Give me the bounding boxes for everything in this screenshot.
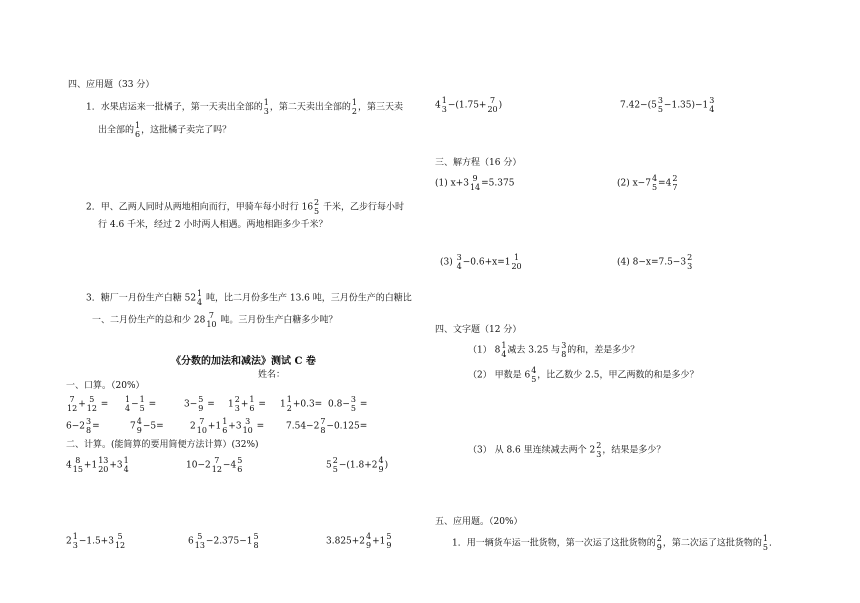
fraction-numerator: 3 xyxy=(456,253,462,262)
fraction-denominator: 9 xyxy=(198,404,204,413)
fraction-numerator: 1 xyxy=(125,395,131,404)
fraction xyxy=(501,341,506,359)
fraction-denominator: 10 xyxy=(206,320,217,329)
fraction-numerator: 8 xyxy=(75,456,81,465)
fraction-numerator: 5 xyxy=(89,395,95,404)
fraction-numerator: 4 xyxy=(651,174,658,183)
fraction-numerator: 2 xyxy=(332,456,338,465)
fraction-numerator: 5 xyxy=(237,456,243,465)
fraction-numerator: 5 xyxy=(197,532,203,541)
fraction-denominator: 20 xyxy=(98,465,109,474)
oral-item: 7.54−2 7 8 −0.125= xyxy=(286,417,368,435)
fraction-denominator: 3 xyxy=(234,404,240,413)
fraction-denominator: 5 xyxy=(531,375,537,384)
fraction xyxy=(243,417,253,435)
oral-item: 1 2 3 + 1 6 = xyxy=(228,395,266,413)
problem-1-line-1: 1．水果店运来一批橘子，第一天卖出全部的 1 3 ，第二天卖出全部的 1 2 ，第三天卖 xyxy=(86,98,403,116)
fraction-denominator: 2 xyxy=(351,107,357,116)
fraction-denominator: 4 xyxy=(125,404,131,413)
fraction xyxy=(264,98,269,116)
fraction-denominator: 8 xyxy=(253,541,259,550)
fraction xyxy=(378,456,383,474)
fraction-numerator: 3 xyxy=(245,417,251,426)
problem-3-line-2: 一、二月份生产的总和少 28 7 10 吨。三月份生产白糖多少吨？ xyxy=(92,311,338,329)
fraction xyxy=(237,456,242,474)
fraction xyxy=(652,174,657,192)
fraction xyxy=(212,456,222,474)
fraction-numerator: 7 xyxy=(69,395,75,404)
fraction-denominator: 15 xyxy=(72,465,83,474)
fraction-numerator: 1 xyxy=(139,395,145,404)
fraction-denominator: 4 xyxy=(123,465,129,474)
problem-1-line-2: 出全部的 1 6 ，这批橘子卖完了吗？ xyxy=(98,121,232,139)
fraction-denominator: 13 xyxy=(194,541,205,550)
fraction-denominator: 5 xyxy=(139,404,145,413)
fraction-denominator: 6 xyxy=(237,465,243,474)
application-problem-1: 1．用一辆货车运一批货物，第一次运了这批货物的 2 9 ，第二次运了这批货物的 1 5 ． xyxy=(452,534,778,552)
calc-item: 5 2 5 −(1.8+2 4 9 ) xyxy=(326,456,389,474)
fraction-denominator: 5 xyxy=(350,404,356,413)
name-label: 姓名： xyxy=(258,370,286,380)
fraction xyxy=(687,253,692,271)
fraction xyxy=(67,395,77,413)
fraction xyxy=(596,441,601,459)
equation-item: (4) 8−x=7.5−3 2 3 xyxy=(617,253,693,271)
problem-3-line-1: 3．糖厂一月份生产白糖 52 1 4 吨，比二月份多生产 13.6 吨，三月份生产的白糖比 xyxy=(86,289,412,307)
fraction-numerator: 2 xyxy=(672,174,678,183)
fraction-numerator: 2 xyxy=(234,395,240,404)
fraction-numerator: 1 xyxy=(263,98,269,107)
fraction-numerator: 1 xyxy=(249,395,255,404)
fraction xyxy=(287,395,292,413)
problem-2-line-1: 2．甲、乙两人同时从两地相向而行，甲骑车每小时行 16 2 5 千米，乙步行每小时 xyxy=(86,198,405,216)
fraction-numerator: 3 xyxy=(657,96,663,105)
fraction xyxy=(197,417,207,435)
fraction xyxy=(672,174,677,192)
fraction xyxy=(73,532,78,550)
fraction-numerator: 5 xyxy=(117,532,123,541)
fraction xyxy=(531,366,536,384)
fraction-denominator: 9 xyxy=(136,426,142,435)
fraction-denominator: 5 xyxy=(762,543,768,552)
calc-item: 4 1 3 −(1.75+ 7 20 ) xyxy=(435,96,503,114)
fraction-denominator: 9 xyxy=(656,543,662,552)
fraction xyxy=(87,395,97,413)
fraction xyxy=(314,198,319,216)
fraction xyxy=(351,395,356,413)
fraction xyxy=(73,456,83,474)
calc-item: 7.42−(5 3 5 −1.35)−1 3 4 xyxy=(620,96,715,114)
fraction xyxy=(249,395,254,413)
section4-title: 四、应用题（33 分） xyxy=(68,80,155,90)
fraction xyxy=(125,395,130,413)
fraction-numerator: 7 xyxy=(208,311,214,320)
test-title: 《分数的加法和减法》测试 C 卷 xyxy=(171,356,316,367)
fraction-denominator: 3 xyxy=(263,107,269,116)
oral-item: 1 1 2 +0.3= xyxy=(280,395,323,413)
fraction-denominator: 20 xyxy=(487,105,498,114)
fraction xyxy=(124,456,129,474)
fraction xyxy=(320,417,325,435)
fraction-denominator: 12 xyxy=(114,541,126,550)
oral-item: 2 7 10 +1 1 6 +3 3 10 = xyxy=(190,417,265,435)
fraction xyxy=(366,532,371,550)
fraction-numerator: 3 xyxy=(561,341,567,350)
oral-item: 1 4 − 1 5 = xyxy=(125,395,157,413)
fraction-numerator: 1 xyxy=(123,456,129,465)
equation-section-title: 三、解方程（16 分） xyxy=(435,158,522,168)
fraction-denominator: 10 xyxy=(242,426,253,435)
fraction-denominator: 12 xyxy=(67,404,78,413)
fraction-numerator: 1 xyxy=(762,534,768,543)
fraction xyxy=(386,532,391,550)
fraction xyxy=(511,253,521,271)
fraction xyxy=(206,311,216,329)
fraction-numerator: 9 xyxy=(472,174,478,183)
fraction xyxy=(470,174,480,192)
fraction xyxy=(254,532,259,550)
fraction xyxy=(135,121,140,139)
fraction-denominator: 4 xyxy=(501,350,507,359)
fraction-numerator: 4 xyxy=(136,417,142,426)
fraction-denominator: 5 xyxy=(651,183,658,192)
fraction-denominator: 10 xyxy=(196,426,207,435)
fraction-numerator: 7 xyxy=(214,456,220,465)
fraction-numerator: 1 xyxy=(441,96,447,105)
fraction xyxy=(115,532,125,550)
fraction-numerator: 2 xyxy=(656,534,662,543)
fraction-denominator: 6 xyxy=(222,426,228,435)
fraction-numerator: 1 xyxy=(514,253,520,262)
fraction-denominator: 7 xyxy=(672,183,678,192)
fraction-denominator: 9 xyxy=(366,541,372,550)
fraction-denominator: 4 xyxy=(709,105,715,114)
equation-item: (3) 3 4 −0.6+x=1 1 20 xyxy=(440,253,522,271)
fraction xyxy=(709,96,714,114)
fraction-denominator: 5 xyxy=(657,105,663,114)
fraction-numerator: 5 xyxy=(253,532,259,541)
fraction-denominator: 3 xyxy=(687,262,693,271)
fraction xyxy=(487,96,497,114)
fraction-denominator: 8 xyxy=(86,426,92,435)
fraction-denominator: 12 xyxy=(211,465,222,474)
fraction-denominator: 12 xyxy=(86,404,97,413)
calc-item: 2 1 3 −1.5+3 5 12 xyxy=(66,532,126,550)
fraction xyxy=(235,395,240,413)
fraction-numerator: 1 xyxy=(286,395,292,404)
fraction xyxy=(561,341,566,359)
word-problem-2: （2） 甲数是 6 4 5 ，比乙数少 2.5，甲乙两数的和是多少？ xyxy=(468,366,699,384)
fraction-numerator: 1 xyxy=(72,532,78,541)
fraction-denominator: 3 xyxy=(72,541,78,550)
fraction-denominator: 2 xyxy=(286,404,292,413)
fraction-denominator: 6 xyxy=(135,130,141,139)
fraction xyxy=(457,253,462,271)
fraction-denominator: 4 xyxy=(456,262,462,271)
fraction-denominator: 9 xyxy=(386,541,392,550)
fraction xyxy=(140,395,145,413)
fraction-numerator: 13 xyxy=(98,456,109,465)
word-problem-1: （1） 8 1 4 减去 3.25 与 3 8 的和，差是多少？ xyxy=(468,341,640,359)
fraction-numerator: 5 xyxy=(386,532,392,541)
fraction xyxy=(98,456,108,474)
oral-section-title: 一、口算。（20%） xyxy=(66,381,145,391)
fraction-numerator: 7 xyxy=(199,417,205,426)
word-section-title: 四、文字题（12 分） xyxy=(435,325,522,335)
fraction-numerator: 2 xyxy=(314,198,320,207)
fraction xyxy=(195,532,205,550)
fraction-numerator: 4 xyxy=(378,456,384,465)
fraction-numerator: 4 xyxy=(531,366,537,375)
fraction-denominator: 6 xyxy=(249,404,255,413)
fraction-denominator: 3 xyxy=(596,450,602,459)
fraction xyxy=(198,395,203,413)
fraction xyxy=(197,289,202,307)
fraction-numerator: 1 xyxy=(222,417,228,426)
calc-item: 4 8 15 +1 13 20 +3 1 4 xyxy=(66,456,129,474)
fraction-numerator: 2 xyxy=(596,441,602,450)
oral-item: 0.8− 3 5 = xyxy=(328,395,368,413)
fraction xyxy=(137,417,142,435)
fraction xyxy=(352,98,357,116)
fraction xyxy=(658,96,663,114)
oral-item: 6−2 3 8 = xyxy=(66,417,100,435)
fraction xyxy=(222,417,227,435)
fraction-numerator: 1 xyxy=(351,98,357,107)
fraction-denominator: 5 xyxy=(314,207,320,216)
calc-section-title: 二、计算。(能简算的要用简便方法计算）(32%) xyxy=(66,440,259,450)
fraction-numerator: 3 xyxy=(350,395,356,404)
fraction-denominator: 14 xyxy=(469,183,481,192)
fraction-numerator: 3 xyxy=(709,96,715,105)
fraction xyxy=(86,417,91,435)
fraction-numerator: 1 xyxy=(135,121,141,130)
equation-item: (2) x−7 4 5 =4 2 7 xyxy=(617,174,678,192)
application-section-title: 五、应用题。（20%） xyxy=(435,517,523,527)
fraction-numerator: 1 xyxy=(197,289,203,298)
fraction xyxy=(657,534,662,552)
fraction-numerator: 7 xyxy=(320,417,326,426)
fraction xyxy=(333,456,338,474)
equation-item: (1) x+3 9 14 =5.375 xyxy=(435,174,515,192)
fraction-numerator: 3 xyxy=(86,417,92,426)
fraction-denominator: 9 xyxy=(378,465,384,474)
oral-item: 3− 5 9 = xyxy=(184,395,215,413)
fraction-numerator: 2 xyxy=(687,253,693,262)
fraction-numerator: 1 xyxy=(501,341,507,350)
word-problem-3: （3） 从 8.6 里连续减去两个 2 2 3 ，结果是多少？ xyxy=(468,441,666,459)
fraction-denominator: 8 xyxy=(320,426,326,435)
fraction-numerator: 5 xyxy=(198,395,204,404)
calc-item: 10−2 7 12 −4 5 6 xyxy=(186,456,243,474)
oral-item: 7 4 9 −5= xyxy=(130,417,164,435)
problem-2-line-2: 行 4.6 千米，经过 2 小时两人相遇。两地相距多少千米？ xyxy=(98,220,328,230)
fraction xyxy=(442,96,447,114)
fraction-denominator: 8 xyxy=(561,350,567,359)
fraction-denominator: 4 xyxy=(197,298,203,307)
oral-item: 7 12 + 5 12 = xyxy=(67,395,109,413)
calc-item: 6 5 13 −2.375−1 5 8 xyxy=(188,532,259,550)
fraction-numerator: 4 xyxy=(366,532,372,541)
fraction-numerator: 7 xyxy=(490,96,496,105)
calc-item: 3.825+2 4 9 +1 5 9 xyxy=(326,532,392,550)
fraction xyxy=(763,534,768,552)
fraction-denominator: 20 xyxy=(511,262,522,271)
fraction-denominator: 5 xyxy=(332,465,338,474)
fraction-denominator: 3 xyxy=(441,105,447,114)
